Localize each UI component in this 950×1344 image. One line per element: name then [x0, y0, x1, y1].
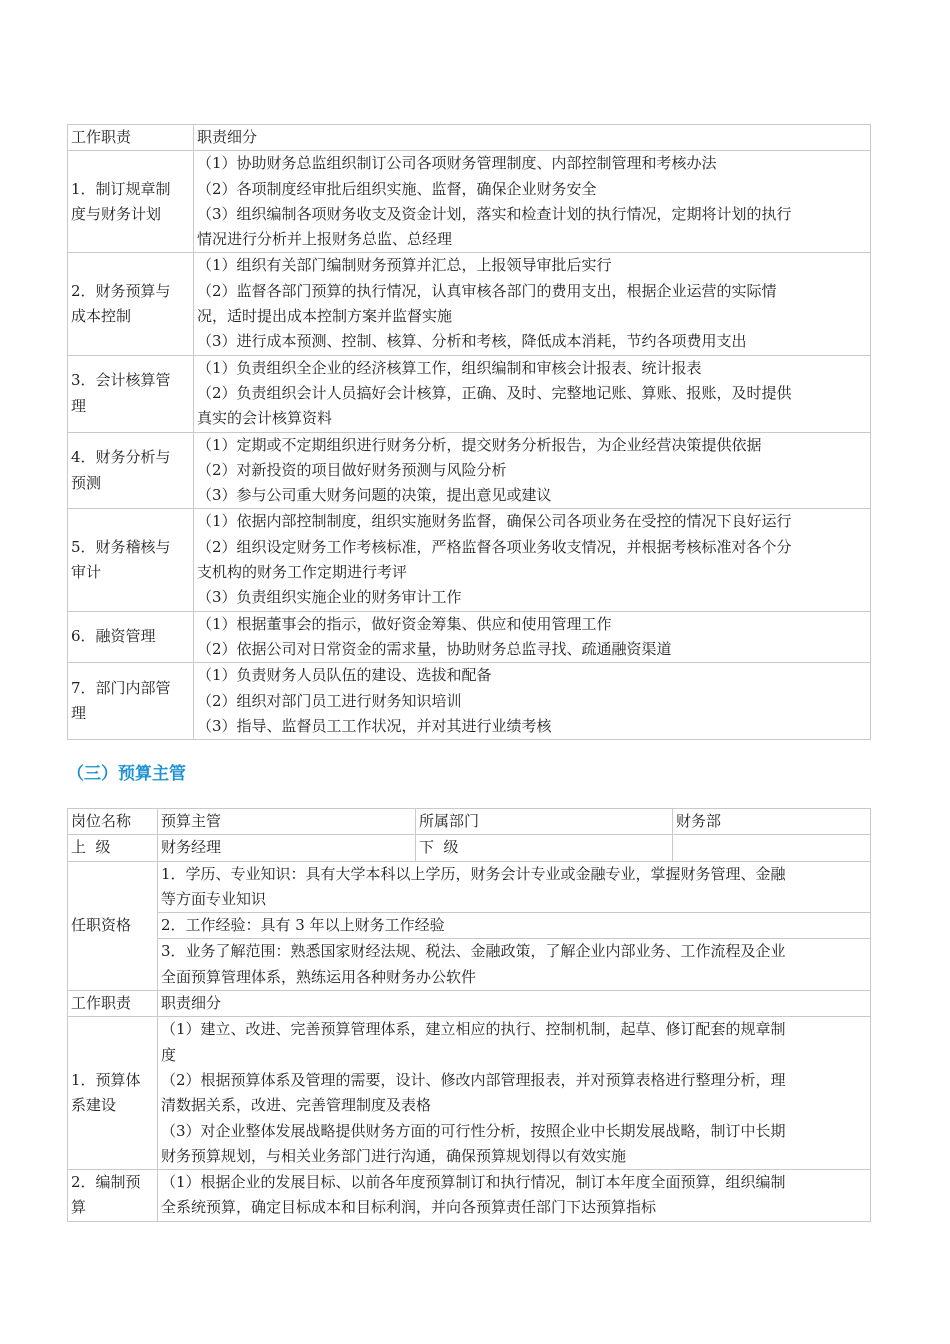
detail-item: （1）根据董事会的指示，做好资金筹集、供应和使用管理工作	[197, 614, 612, 633]
qualification-row	[68, 861, 871, 913]
qualification-text: 等方面专业知识	[161, 889, 267, 908]
detail-item: （1）定期或不定期组织进行财务分析，提交财务分析报告，为企业经营决策提供依据	[197, 435, 762, 454]
duty-cell	[68, 432, 194, 509]
detail-item: 度	[161, 1045, 177, 1064]
duty-cell	[68, 509, 194, 611]
detail-item: 支机构的财务工作定期进行考评	[197, 563, 408, 582]
header-duty: 工作职责	[68, 125, 194, 151]
duty-text: 3．会计核算管	[71, 371, 171, 390]
detail-item: 况，适时提出成本控制方案并监督实施	[197, 307, 453, 326]
detail-cell	[194, 611, 871, 663]
duty-text: 6．融资管理	[71, 627, 156, 646]
detail-item: 清数据关系，改进、完善管理制度及表格	[161, 1096, 432, 1115]
detail-item: （1）负责财务人员队伍的建设、选拔和配备	[197, 666, 492, 685]
detail-item: 全系统预算，确定目标成本和目标利润，并向各预算责任部门下达预算指标	[161, 1198, 657, 1217]
detail-item: （2）组织设定财务工作考核标准，严格监督各项业务收支情况，并根据考核标准对各个分	[197, 537, 792, 556]
detail-item: 情况进行分析并上报财务总监、总经理	[197, 230, 453, 249]
detail-item: （2）对新投资的项目做好财务预测与风险分析	[197, 460, 507, 479]
table-row	[68, 809, 871, 835]
position-name-label: 岗位名称	[68, 809, 158, 835]
detail-item: （1）建立、改进、完善预算管理体系，建立相应的执行、控制机制，起草、修订配套的规章制	[161, 1020, 786, 1039]
subordinate-label: 下 级	[416, 835, 673, 861]
duty-text: 理	[71, 704, 87, 723]
detail-item: 财务预算规划，与相关业务部门进行沟通，确保预算规划得以有效实施	[161, 1146, 627, 1165]
position-table	[67, 808, 871, 1222]
detail-cell	[194, 253, 871, 355]
duty-cell	[68, 611, 194, 663]
detail-cell	[194, 151, 871, 253]
duty-text: 1．制订规章制	[71, 179, 171, 198]
duty-text: 成本控制	[71, 307, 132, 326]
header-detail: 职责细分	[194, 125, 871, 151]
table-row	[68, 663, 871, 740]
detail-item: （2）各项制度经审批后组织实施、监督，确保企业财务安全	[197, 179, 597, 198]
qualification-cell	[158, 939, 871, 991]
position-name-value: 预算主管	[158, 809, 416, 835]
qualification-cell	[158, 913, 871, 939]
detail-item: （2）监督各部门预算的执行情况，认真审核各部门的费用支出，根据企业运营的实际情	[197, 281, 777, 300]
detail-item: 真实的会计核算资料	[197, 409, 333, 428]
qualification-text: 2．工作经验：具有 3 年以上财务工作经验	[161, 916, 445, 935]
qualification-row	[68, 939, 871, 991]
duties-table	[67, 124, 871, 740]
detail-item: （1）依据内部控制制度，组织实施财务监督，确保公司各项业务在受控的情况下良好运行	[197, 512, 792, 531]
table-row	[68, 509, 871, 611]
header-detail: 职责细分	[158, 991, 871, 1017]
qualification-label: 任职资格	[68, 861, 158, 990]
detail-cell	[194, 432, 871, 509]
duty-text: 系建设	[71, 1096, 117, 1115]
duty-cell	[68, 663, 194, 740]
duty-text: 2．财务预算与	[71, 281, 171, 300]
duty-text: 预测	[71, 473, 102, 492]
table-row	[68, 253, 871, 355]
superior-label: 上 级	[68, 835, 158, 861]
detail-cell	[194, 355, 871, 432]
detail-item: （3）参与公司重大财务问题的决策，提出意见或建议	[197, 486, 552, 505]
duty-cell	[68, 1170, 158, 1222]
detail-item: （3）进行成本预测、控制、核算、分析和考核，降低成本消耗，节约各项费用支出	[197, 332, 747, 351]
qualification-row	[68, 913, 871, 939]
duty-text: 理	[71, 396, 87, 415]
duty-text: 5．财务稽核与	[71, 537, 171, 556]
superior-value: 财务经理	[158, 835, 416, 861]
detail-cell	[194, 663, 871, 740]
detail-item: （2）组织对部门员工进行财务知识培训	[197, 691, 462, 710]
detail-item: （3）组织编制各项财务收支及资金计划，落实和检查计划的执行情况，定期将计划的执行	[197, 204, 792, 223]
duty-cell	[68, 1017, 158, 1170]
table-row	[68, 611, 871, 663]
duty-text: 7．部门内部管	[71, 678, 171, 697]
header-duty: 工作职责	[68, 991, 158, 1017]
detail-item: （1）协助财务总监组织制订公司各项财务管理制度、内部控制管理和考核办法	[197, 154, 717, 173]
duty-cell	[68, 151, 194, 253]
detail-item: （1）根据企业的发展目标、以前各年度预算制订和执行情况，制订本年度全面预算，组织编制	[161, 1173, 786, 1192]
detail-item: （3）对企业整体发展战略提供财务方面的可行性分析，按照企业中长期发展战略，制订中长期	[161, 1121, 786, 1140]
table-row	[68, 151, 871, 253]
detail-cell	[158, 1170, 871, 1222]
detail-item: （3）负责组织实施企业的财务审计工作	[197, 588, 462, 607]
duty-text: 1．预算体	[71, 1070, 141, 1089]
duty-text: 4．财务分析与	[71, 448, 171, 467]
duty-cell	[68, 253, 194, 355]
detail-item: （1）负责组织全企业的经济核算工作，组织编制和审核会计报表、统计报表	[197, 358, 702, 377]
detail-item: （2）负责组织会计人员搞好会计核算，正确、及时、完整地记账、算账、报账，及时提供	[197, 383, 792, 402]
table-row	[68, 1017, 871, 1170]
duty-text: 2．编制预	[71, 1173, 141, 1192]
qualification-cell	[158, 861, 871, 913]
detail-cell	[194, 509, 871, 611]
table-header-row	[68, 991, 871, 1017]
detail-item: （2）根据预算体系及管理的需要，设计、修改内部管理报表，并对预算表格进行整理分析，理	[161, 1070, 786, 1089]
table-row	[68, 835, 871, 861]
detail-cell	[158, 1017, 871, 1170]
section-title: （三）预算主管	[67, 764, 186, 784]
department-label: 所属部门	[416, 809, 673, 835]
detail-item: （2）依据公司对日常资金的需求量，协助财务总监寻找、疏通融资渠道	[197, 639, 672, 658]
detail-item: （1）组织有关部门编制财务预算并汇总，上报领导审批后实行	[197, 256, 612, 275]
duty-text: 算	[71, 1198, 87, 1217]
table-row	[68, 432, 871, 509]
table-row	[68, 1170, 871, 1222]
duty-text: 度与财务计划	[71, 204, 162, 223]
department-value: 财务部	[673, 809, 871, 835]
detail-item: （3）指导、监督员工工作状况，并对其进行业绩考核	[197, 716, 552, 735]
table-header-row	[68, 125, 871, 151]
subordinate-value	[673, 835, 871, 861]
qualification-text: 1．学历、专业知识：具有大学本科以上学历，财务会计专业或金融专业，掌握财务管理、金融	[161, 864, 786, 883]
qualification-text: 3．业务了解范围：熟悉国家财经法规、税法、金融政策，了解企业内部业务、工作流程及企业	[161, 942, 786, 961]
qualification-text: 全面预算管理体系，熟练运用各种财务办公软件	[161, 967, 477, 986]
duty-cell	[68, 355, 194, 432]
duty-text: 审计	[71, 563, 102, 582]
table-row	[68, 355, 871, 432]
